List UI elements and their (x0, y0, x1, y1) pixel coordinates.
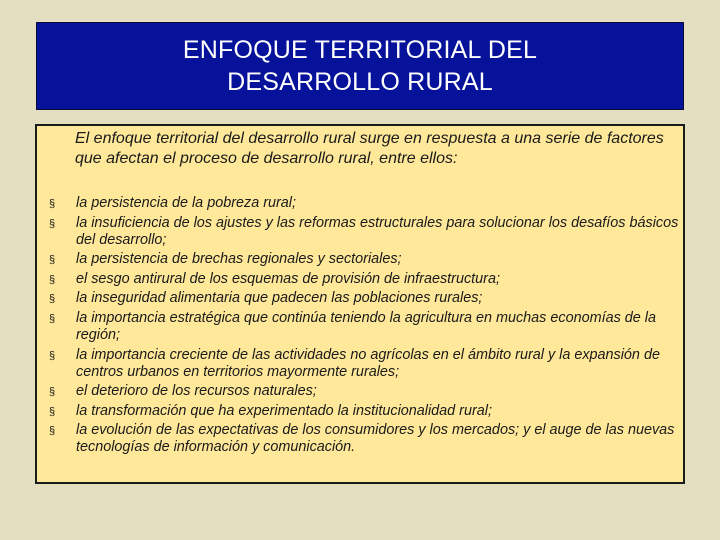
list-item-text: la transformación que ha experimentado la institucionalidad rural; (76, 402, 492, 419)
title-banner (36, 22, 684, 110)
list-item (49, 215, 679, 249)
list-item-text: la importancia estratégica que continúa teniendo la agricultura en muchas economías de la región; (76, 309, 656, 343)
intro-paragraph: El enfoque territorial del desarrollo rural surge en respuesta a una serie de factores que afectan el proceso de desarrollo rural, entre ellos: (75, 130, 664, 167)
title-line-1: ENFOQUE TERRITORIAL DEL (182, 36, 538, 64)
bullet-marker-icon: § (49, 349, 56, 362)
list-item (49, 251, 679, 268)
list-item (49, 310, 679, 344)
list-item (49, 290, 679, 307)
bullet-marker-icon: § (49, 217, 56, 230)
content-panel (35, 124, 685, 484)
bullet-marker-icon: § (49, 273, 56, 286)
list-item-text: la evolución de las expectativas de los consumidores y los mercados; y el auge de las nuevas tecnologías de información y comunicación. (76, 422, 675, 456)
bullet-marker-icon: § (49, 198, 56, 210)
bullet-marker-icon: § (49, 386, 56, 399)
list-item-text: la persistencia de la pobreza rural; (76, 195, 296, 211)
bullet-marker-icon: § (49, 405, 56, 418)
list-item (49, 195, 679, 212)
list-item-text: el sesgo antirural de los esquemas de provisión de infraestructura; (76, 270, 500, 287)
list-item (49, 271, 679, 288)
list-item-text: la importancia creciente de las actividades no agrícolas en el ámbito rural y la expansión de centros urbanos en territorios mayormente rurales; (76, 346, 660, 380)
bullet-marker-icon: § (49, 293, 56, 306)
bullet-marker-icon: § (49, 312, 56, 325)
factors-list (49, 195, 679, 459)
bullet-marker-icon: § (49, 425, 56, 438)
title-line-2: DESARROLLO RURAL (227, 68, 493, 96)
list-item-text: la insuficiencia de los ajustes y las reformas estructurales para solucionar los desafíos básicos del desarrollo; (76, 214, 679, 248)
list-item (49, 403, 679, 420)
list-item-text: el deterioro de los recursos naturales; (76, 383, 317, 400)
list-item (49, 347, 679, 381)
list-item (49, 383, 679, 400)
list-item-text: la inseguridad alimentaria que padecen las poblaciones rurales; (76, 290, 483, 307)
list-item (49, 422, 679, 456)
bullet-marker-icon: § (49, 254, 56, 267)
list-item-text: la persistencia de brechas regionales y sectoriales; (76, 251, 402, 268)
